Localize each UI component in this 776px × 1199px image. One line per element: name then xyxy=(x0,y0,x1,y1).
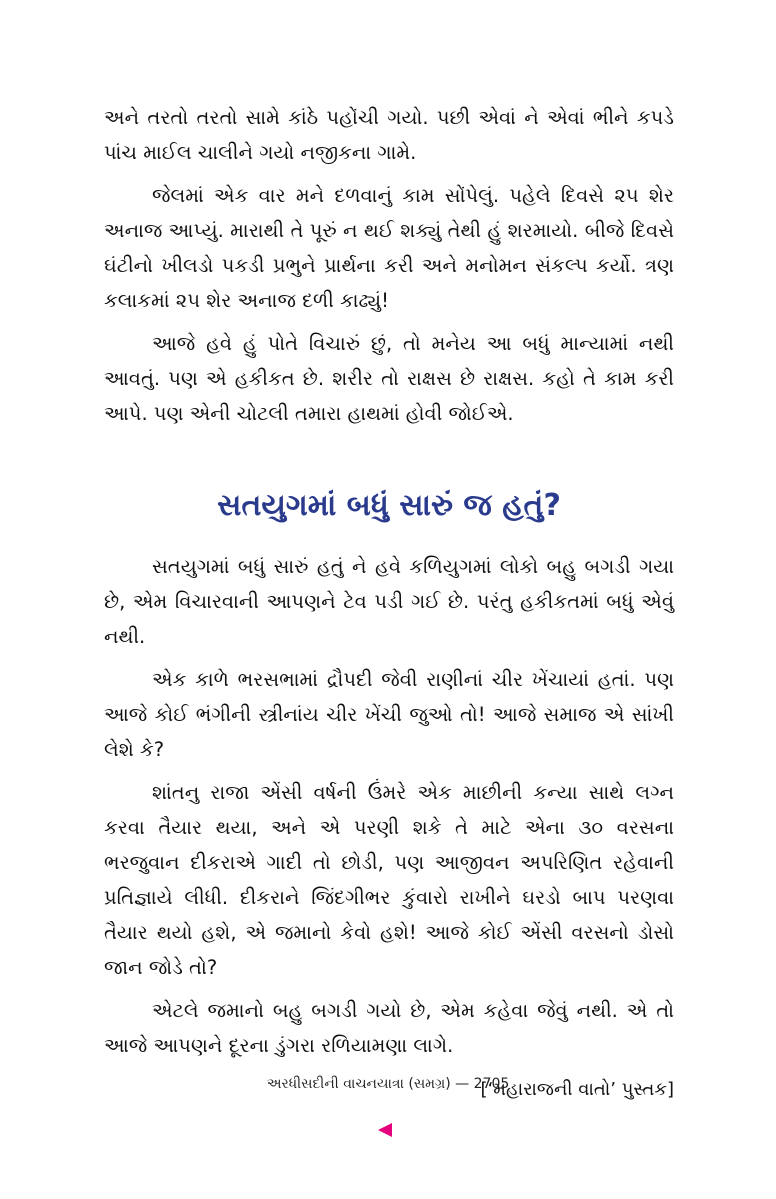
paragraph-2: જેલમાં એક વાર મને દળવાનું કામ સોંપેલું. પહેલે દિવસે ૨૫ શેર અનાજ આપ્યું. મારાથી તે પૂરું ન થઈ શક્યું તેથી હું શરમાયો. બીજે દિવસે ઘંટીનો ખીલડો પકડી પ્રભુને પ્રાર્થના કરી અને મનોમન સંકલ્પ કર્યો. ત્રણ કલાકમાં ૨૫ શેર અનાજ દળી કાઢ્યું! xyxy=(104,184,674,312)
paragraph-1: અને તરતો તરતો સામે કાંઠે પહોંચી ગયો. પછી એવાં ને એવાં ભીને કપડે પાંચ માઈલ ચાલીને ગયો નજીકના ગામે. xyxy=(104,106,674,164)
section-paragraph-3: શાંતનુ રાજા એંસી વર્ષની ઉંમરે એક માછીની કન્યા સાથે લગ્ન કરવા તૈયાર થયા, અને એ પરણી શકે તે માટે એના ૩૦ વરસના ભરજુવાન દીકરાએ ગાદી તો છોડી, પણ આજીવન અપરિણિત રહેવાની પ્રતિજ્ઞાયે લીધી. દીકરાને જિંદગીભર કુંવારો રાખીને ઘરડો બાપ પરણવા તૈયાર થયો હશે, એ જમાનો કેવો હશે! આજે કોઈ એંસી વરસનો ડોસો જાન જોડે તો? xyxy=(104,781,674,979)
section-paragraph-1: સતયુગમાં બધું સારું હતું ને હવે કળિયુગમાં લોકો બહુ બગડી ગયા છે, એમ વિચારવાની આપણને ટેવ પડી ગઈ છે. પરંતુ હકીકતમાં બધું એવું નથી. xyxy=(104,555,674,648)
source-citation: [‘મહારાજની વાતો’ પુસ્તક] xyxy=(480,1079,674,1100)
section-title: સતયુગમાં બધું સારું જ હતું? xyxy=(217,488,561,523)
page-body xyxy=(104,100,674,1105)
paragraph-3: આજે હવે હું પોતે વિચારું છું, તો મનેય આ બધું માન્યામાં નથી આવતું. પણ એ હકીકત છે. શરીર તો રાક્ષસ છે રાક્ષસ. કહો તે કામ કરી આપે. પણ એની ચોટલી તમારા હાથમાં હોવી જોઈએ. xyxy=(104,332,674,425)
section-paragraph-2: એક કાળે ભરસભામાં દ્રૌપદી જેવી રાણીનાં ચીર ખેંચાયાં હતાં. પણ આજે કોઈ ભંગીની સ્ત્રીનાંય ચીર ખેંચી જુઓ તો! આજે સમાજ એ સાંખી લેશે કે? xyxy=(104,668,674,761)
page-marker-triangle-icon xyxy=(378,1123,392,1137)
page-footer: અરધીસદીની વાચનયાત્રા (સમગ્ર) — 2705 xyxy=(266,1076,510,1092)
section-paragraph-4: એટલે જમાનો બહુ બગડી ગયો છે, એમ કહેવા જેવું નથી. એ તો આજે આપણને દૂરના ડુંગરા રળિયામણા લાગે. xyxy=(104,999,674,1057)
